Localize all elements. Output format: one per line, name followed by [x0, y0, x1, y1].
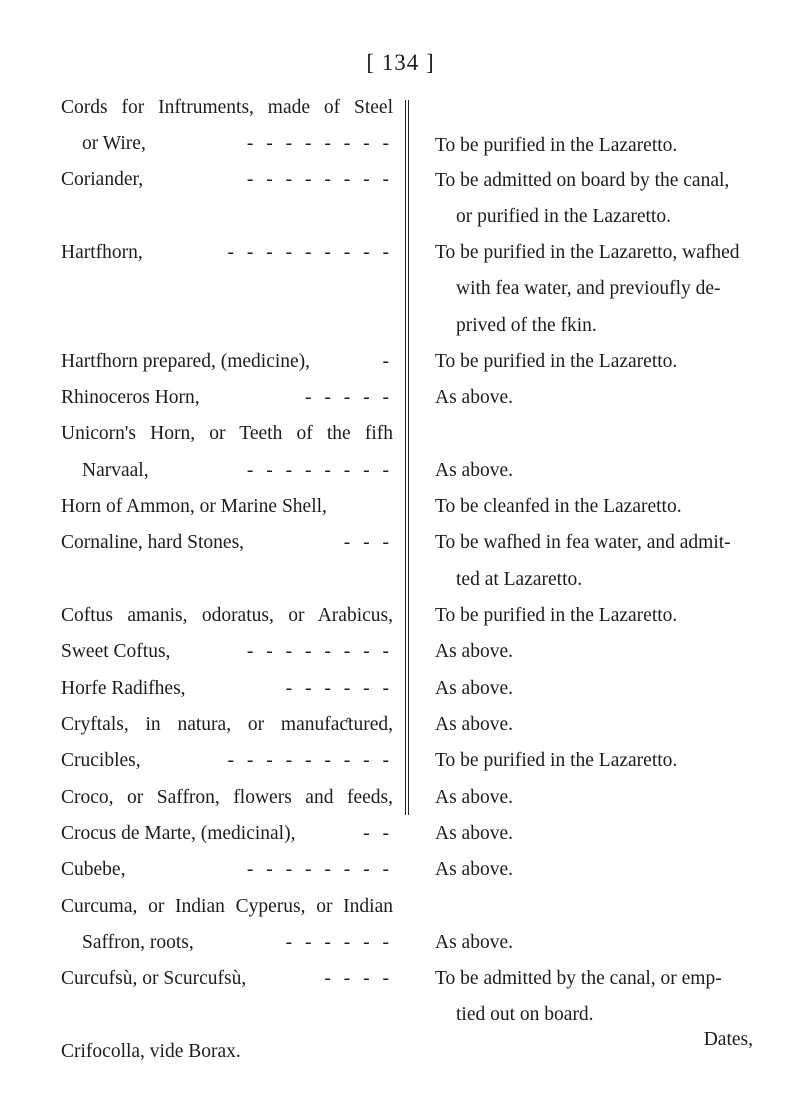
article-line: Cryftals, in natura, or manufaƈtured,: [61, 714, 393, 735]
direction-line: As above.: [435, 460, 513, 481]
article-line: Coriander,: [61, 169, 144, 190]
article-line: Croco, or Saffron, flowers and feeds,: [61, 787, 393, 808]
dot-leader: - - - - - -: [285, 932, 393, 953]
article-line: Curcuma, or Indian Cyperus, or Indian: [61, 896, 393, 917]
direction-line: To be wafhed in fea water, and admit-: [435, 532, 731, 553]
column-divider: [408, 100, 409, 815]
article-line: Crocus de Marte, (medicinal),: [61, 823, 296, 844]
direction-line: To be admitted by the canal, or emp-: [435, 968, 722, 989]
direction-line: To be cleanfed in the Lazaretto.: [435, 496, 682, 517]
page-number: [ 134 ]: [366, 50, 435, 75]
dot-leader: -: [382, 351, 393, 372]
direction-line: As above.: [435, 787, 513, 808]
dot-leader: - - - - - - - -: [246, 859, 393, 880]
dot-leader: - - - -: [324, 968, 393, 989]
article-line: Cornaline, hard Stones,: [61, 532, 245, 553]
direction-line: As above.: [435, 678, 513, 699]
direction-line: with fea water, and previoufly de-: [456, 278, 721, 299]
article-line: Curcufsù, or Scurcufsù,: [61, 968, 247, 989]
article-line: Sweet Coftus,: [61, 641, 171, 662]
article-line: Horfe Radifhes,: [61, 678, 186, 699]
direction-line: ted at Lazaretto.: [456, 569, 583, 590]
direction-line: To be admitted on board by the canal,: [435, 170, 730, 191]
direction-line: tied out on board.: [456, 1004, 594, 1025]
article-line: Cords for Inftruments, made of Steel: [61, 97, 393, 118]
direction-line: As above.: [435, 823, 513, 844]
dot-leader: - - - - -: [305, 387, 393, 408]
dot-leader: - - - - - - - - -: [227, 750, 393, 771]
article-line: Hartfhorn,: [61, 242, 143, 263]
dot-leader: - - - - - - - -: [246, 460, 393, 481]
direction-line: As above.: [435, 641, 513, 662]
direction-line: To be purified in the Lazaretto.: [435, 351, 678, 372]
dot-leader: - - -: [343, 532, 393, 553]
article-line: Saffron, roots,: [82, 932, 194, 953]
direction-line: To be purified in the Lazaretto.: [435, 605, 678, 626]
article-line: Rhinoceros Horn,: [61, 387, 200, 408]
direction-line: As above.: [435, 387, 513, 408]
direction-line: or purified in the Lazaretto.: [456, 206, 671, 227]
direction-line: To be purified in the Lazaretto.: [435, 750, 678, 771]
article-line: Crifocolla, vide Borax.: [61, 1041, 241, 1062]
article-line: or Wire,: [82, 133, 146, 154]
article-line: Narvaal,: [82, 460, 149, 481]
article-line: Horn of Ammon, or Marine Shell,: [61, 496, 327, 517]
dot-leader: - - - - - - - - -: [227, 242, 393, 263]
direction-line: As above.: [435, 714, 513, 735]
article-line: Unicorn's Horn, or Teeth of the fifh: [61, 423, 393, 444]
article-line: Cubebe,: [61, 859, 126, 880]
direction-line: As above.: [435, 859, 513, 880]
direction-line: To be purified in the Lazaretto, wafhed: [435, 242, 740, 263]
dot-leader: - - - - - -: [285, 678, 393, 699]
dot-leader: - -: [363, 823, 393, 844]
article-line: Hartfhorn prepared, (medicine),: [61, 351, 311, 372]
direction-line: To be purified in the Lazaretto.: [435, 135, 678, 156]
direction-line: prived of the fkin.: [456, 315, 597, 336]
article-line: Coftus amanis, odoratus, or Arabicus,: [61, 605, 393, 626]
catchword: Dates,: [703, 1029, 753, 1050]
column-divider: [405, 100, 406, 815]
direction-line: As above.: [435, 932, 513, 953]
dot-leader: - - - - - - - -: [246, 169, 393, 190]
dot-leader: - - - - - - - -: [246, 641, 393, 662]
dot-leader: - - - - - - - -: [246, 133, 393, 154]
article-line: Crucibles,: [61, 750, 141, 771]
